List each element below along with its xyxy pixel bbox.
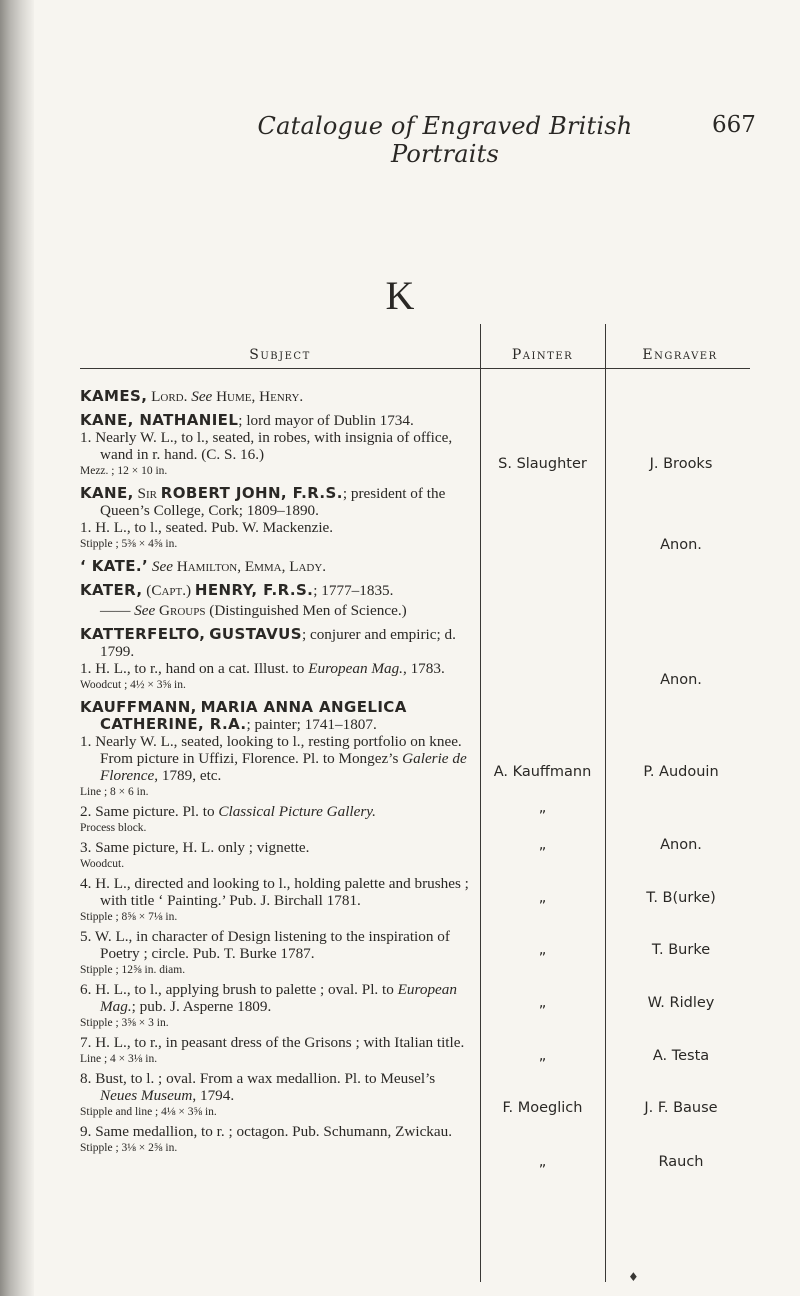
entry-kames: KAMES, Lord. See Hume, Henry. <box>80 387 304 405</box>
entry-kane-nathaniel: KANE, NATHANIEL; lord mayor of Dublin 1734. 1. Nearly W. L., to l., seated, in robes, with insignia of office, wand in r. hand. (C. S. 16.) Mezz. ; 12 × 10 in. <box>80 412 470 478</box>
entry-kauffmann: KAUFFMANN, MARIA ANNA ANGELICA CATHERINE, R.A.; painter; 1741–1807. 1. Nearly W. L., seated, looking to l., resting portfolio on knee. From picture in Uffizi, Florence. Pl. to Mongez’s Galerie de Florence, 1789, etc. Line ; 8 × 6 in. 2. Same picture. Pl. to Classical Picture Gallery. Process block. 3. Same picture, H. L. only ; vignette. Woodcut. 4. H. L., directed and looking to l., holding palette and brushes ; with title ‘ Painting.’ Pub. J. Birchall 1781. Stipple ; 8⅝ × 7⅛ in. 5. W. L., in character of Design listening to the inspiration of Poetry ; circle. Pub. T. Burke 1787. Stipple ; 12⅝ in. diam. 6. H. L., to l., applying brush to palette ; oval. Pl. to European Mag.; pub. J. Asperne 1809. Stipple ; 3⅝ × 3 in. 7. H. L., to r., in peasant dress of the Grisons ; with Italian title. Line ; 4 × 3⅛ in. 8. Bust, to l. ; oval. From a wax medallion. Pl. to Meusel’s Neues Museum, 1794. Stipple and line ; 4⅛ × 3⅝ in. 9. Same medallion, to r. ; octagon. Pub. Schumann, Zwickau. Stipple ; 3⅛ × 2⅝ in. <box>80 698 469 1154</box>
engraver-cell: Rauch <box>658 1154 704 1170</box>
printer-mark-icon: ♦ <box>628 1270 639 1284</box>
list-item: 9. Same medallion, to r. ; octagon. Pub. Schumann, Zwickau. <box>80 1123 453 1140</box>
page-number: 667 <box>712 112 756 138</box>
item-meta: Line ; 4 × 3⅛ in. <box>80 1053 158 1065</box>
list-item: 6. H. L., to l., applying brush to palette ; oval. Pl. to European Mag.; pub. J. Asperne 1809. <box>80 981 457 1015</box>
subject-column <box>80 388 470 1162</box>
list-item: 2. Same picture. Pl. to Classical Picture Gallery. <box>80 803 376 820</box>
item-meta: Process block. <box>80 822 147 834</box>
engraver-cell: J. Brooks <box>649 456 713 472</box>
painter-column-header: Painter <box>511 347 574 363</box>
list-item: 1. H. L., to r., hand on a cat. Illust. to European Mag., 1783. <box>80 660 445 677</box>
engraver-cell: Anon. <box>660 537 702 553</box>
engraver-cell: W. Ridley <box>647 995 715 1011</box>
subject-column-header: Subject <box>249 347 311 363</box>
list-item: 7. H. L., to r., in peasant dress of the Grisons ; with Italian title. <box>80 1034 465 1051</box>
table-top-rule <box>80 368 750 369</box>
item-meta: Line ; 8 × 6 in. <box>80 786 149 798</box>
item-meta: Stipple ; 8⅝ × 7⅛ in. <box>80 911 178 923</box>
painter-cell: „ <box>538 1154 547 1170</box>
engraver-cell: J. F. Bause <box>644 1100 718 1116</box>
painter-cell: A. Kauffmann <box>493 764 592 780</box>
engraver-cell: T. Burke <box>651 942 711 958</box>
column-divider-2 <box>605 324 606 1282</box>
entry-kane-robert: KANE, Sir ROBERT JOHN, F.R.S.; president of the Queen’s College, Cork; 1809–1890. 1. H. L., to l., seated. Pub. W. Mackenzie. Stipple ; 5⅜ × 4⅝ in. <box>80 485 470 551</box>
painter-cell: „ <box>538 942 547 958</box>
entry-kater: KATER, (Capt.) HENRY, F.R.S.; 1777–1835. —— See Groups (Distinguished Men of Science.) <box>80 581 407 619</box>
item-meta: Woodcut. <box>80 858 125 870</box>
painter-cell: „ <box>538 837 547 853</box>
painter-cell: S. Slaughter <box>498 456 587 472</box>
item-meta: Stipple ; 3⅛ × 2⅝ in. <box>80 1142 178 1154</box>
entry-kate: ‘ KATE.’ See Hamilton, Emma, Lady. <box>80 557 327 575</box>
painter-cell: „ <box>538 890 547 906</box>
item-meta: Stipple ; 12⅝ in. diam. <box>80 964 186 976</box>
engraver-column-header: Engraver <box>642 347 718 363</box>
list-item: 1. Nearly W. L., seated, looking to l., resting portfolio on knee. From picture in Uffizi, Florence. Pl. to Mongez’s Galerie de Florence, 1789, etc. <box>80 733 467 784</box>
list-item: 1. H. L., to l., seated. Pub. W. Mackenzie. <box>80 519 334 536</box>
painter-cell: „ <box>538 995 547 1011</box>
item-meta: Stipple ; 5⅜ × 4⅝ in. <box>80 538 178 550</box>
engraver-cell: Anon. <box>660 837 702 853</box>
list-item: 1. Nearly W. L., to l., seated, in robes, with insignia of office, wand in r. hand. (C. S. 16.) <box>80 429 453 463</box>
list-item: 4. H. L., directed and looking to l., holding palette and brushes ; with title ‘ Painting.’ Pub. J. Birchall 1781. <box>80 875 469 909</box>
item-meta: Stipple ; 3⅝ × 3 in. <box>80 1017 169 1029</box>
list-item: 5. W. L., in character of Design listening to the inspiration of Poetry ; circle. Pub. T. Burke 1787. <box>80 928 450 962</box>
running-title: Catalogue of Engraved British Portraits <box>257 112 633 168</box>
list-item: 8. Bust, to l. ; oval. From a wax medallion. Pl. to Meusel’s Neues Museum, 1794. <box>80 1070 436 1104</box>
section-letter: K <box>385 273 415 318</box>
item-meta: Stipple and line ; 4⅛ × 3⅝ in. <box>80 1106 217 1118</box>
engraver-cell: A. Testa <box>652 1048 710 1064</box>
painter-cell: „ <box>538 800 547 816</box>
list-item: 3. Same picture, H. L. only ; vignette. <box>80 839 310 856</box>
painter-cell: „ <box>538 1048 547 1064</box>
item-meta: Woodcut ; 4½ × 3⅝ in. <box>80 679 186 691</box>
engraver-cell: T. B(urke) <box>646 890 716 906</box>
painter-cell: F. Moeglich <box>502 1100 583 1116</box>
item-meta: Mezz. ; 12 × 10 in. <box>80 465 168 477</box>
engraver-cell: P. Audouin <box>643 764 719 780</box>
engraver-cell: Anon. <box>660 672 702 688</box>
entry-katterfelto: KATTERFELTO, GUSTAVUS; conjurer and empiric; d. 1799. 1. H. L., to r., hand on a cat. Illust. to European Mag., 1783. Woodcut ; 4½ × 3⅝ in. <box>80 626 470 692</box>
